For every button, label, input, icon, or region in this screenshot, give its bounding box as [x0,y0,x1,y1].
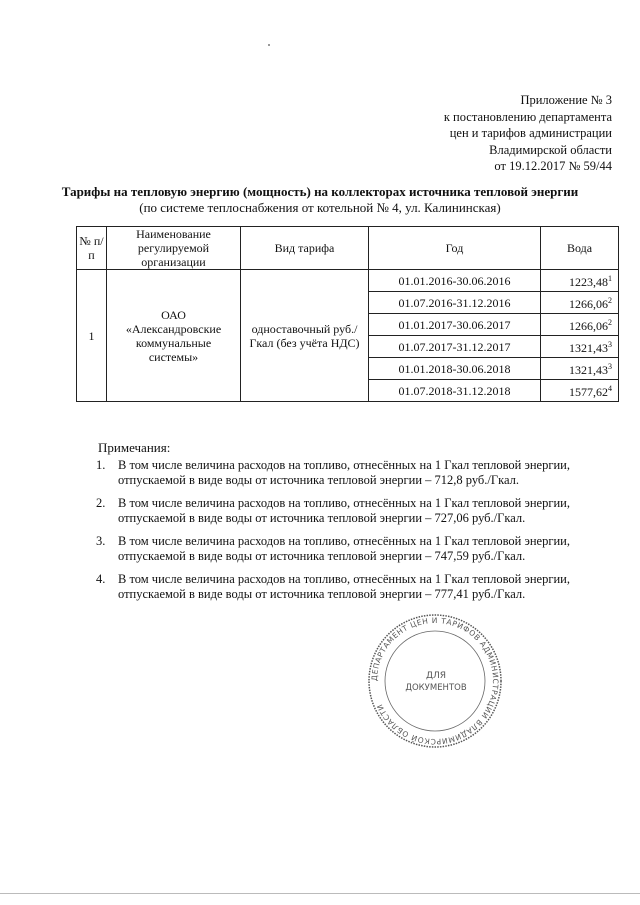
appendix-line: цен и тарифов администрации [449,126,612,140]
note-number: 1. [96,458,106,472]
appendix-line: к постановлению департамента [443,109,612,124]
row-org: ОАО «Александровские коммунальные системы» [107,270,241,402]
value-number: 1223,48 [569,275,608,289]
row-num: 1 [77,270,107,402]
document-subtitle: (по системе теплоснабжения от котельной № 4, ул. Калининская) [139,200,501,215]
appendix-line: Приложение № 3 [520,93,612,107]
stamp-center-line2: ДОКУМЕНТОВ [405,683,467,693]
note-item [96,496,606,526]
row-tariff: одноставочный руб./Гкал (без учёта НДС) [241,270,369,402]
value-cell [541,358,619,380]
note-item [96,572,606,602]
value-number: 1266,06 [569,319,608,333]
note-text: В том числе величина расходов на топливо, отнесённых на 1 Гкал тепловой энергии, отпускаемой в виде воды от источника тепловой энергии – 727,06 руб./Гкал. [118,496,570,525]
note-number: 4. [96,572,106,586]
table-header-row [77,227,619,270]
value-cell [541,314,619,336]
appendix-line: Владимирской области [489,142,612,157]
period-cell: 01.07.2017-31.12.2017 [369,336,541,358]
appendix-block [444,92,612,175]
header-year: Год [369,227,541,270]
value-footnote: 2 [608,318,612,327]
note-text: В том числе величина расходов на топливо, отнесённых на 1 Гкал тепловой энергии, отпускаемой в виде воды от источника тепловой энергии – 777,41 руб./Гкал. [118,572,570,601]
note-text: В том числе величина расходов на топливо, отнесённых на 1 Гкал тепловой энергии, отпускаемой в виде воды от источника тепловой энергии – 712,8 руб./Гкал. [118,458,570,487]
official-stamp [366,612,504,750]
header-org: Наименование регулируемой организации [107,227,241,270]
stamp-center-line1: ДЛЯ [425,671,447,681]
value-number: 1577,62 [569,385,608,399]
value-cell [541,270,619,292]
value-cell [541,336,619,358]
note-number: 3. [96,534,106,548]
value-footnote: 3 [608,362,612,371]
scan-speck [268,44,270,46]
value-cell [541,292,619,314]
header-water: Вода [541,227,619,270]
value-number: 1321,43 [569,363,608,377]
tariff-table [76,226,619,402]
header-tariff: Вид тарифа [241,227,369,270]
value-footnote: 3 [608,340,612,349]
value-footnote: 4 [608,384,612,393]
table-row [77,270,619,292]
stamp-ring-text: ДЕПАРТАМЕНТ ЦЕН И ТАРИФОВ АДМИНИСТРАЦИИ ВЛАДИМИРСКОЙ ОБЛАСТИ [369,615,501,747]
note-item [96,458,606,488]
period-cell: 01.01.2016-30.06.2016 [369,270,541,292]
appendix-line: от 19.12.2017 № 59/44 [494,159,612,173]
notes-title: Примечания: [98,440,171,455]
value-number: 1266,06 [569,297,608,311]
period-cell: 01.07.2018-31.12.2018 [369,380,541,402]
notes-list [96,458,606,610]
note-number: 2. [96,496,106,510]
note-item [96,534,606,564]
period-cell: 01.01.2017-30.06.2017 [369,314,541,336]
header-num: № п/п [77,227,107,270]
value-number: 1321,43 [569,341,608,355]
period-cell: 01.07.2016-31.12.2016 [369,292,541,314]
value-cell [541,380,619,402]
note-text: В том числе величина расходов на топливо, отнесённых на 1 Гкал тепловой энергии, отпускаемой в виде воды от источника тепловой энергии – 747,59 руб./Гкал. [118,534,570,563]
page-bottom-rule [0,893,640,894]
document-title: Тарифы на тепловую энергию (мощность) на коллекторах источника тепловой энергии [61,184,579,199]
value-footnote: 2 [608,296,612,305]
period-cell: 01.01.2018-30.06.2018 [369,358,541,380]
value-footnote: 1 [608,274,612,283]
